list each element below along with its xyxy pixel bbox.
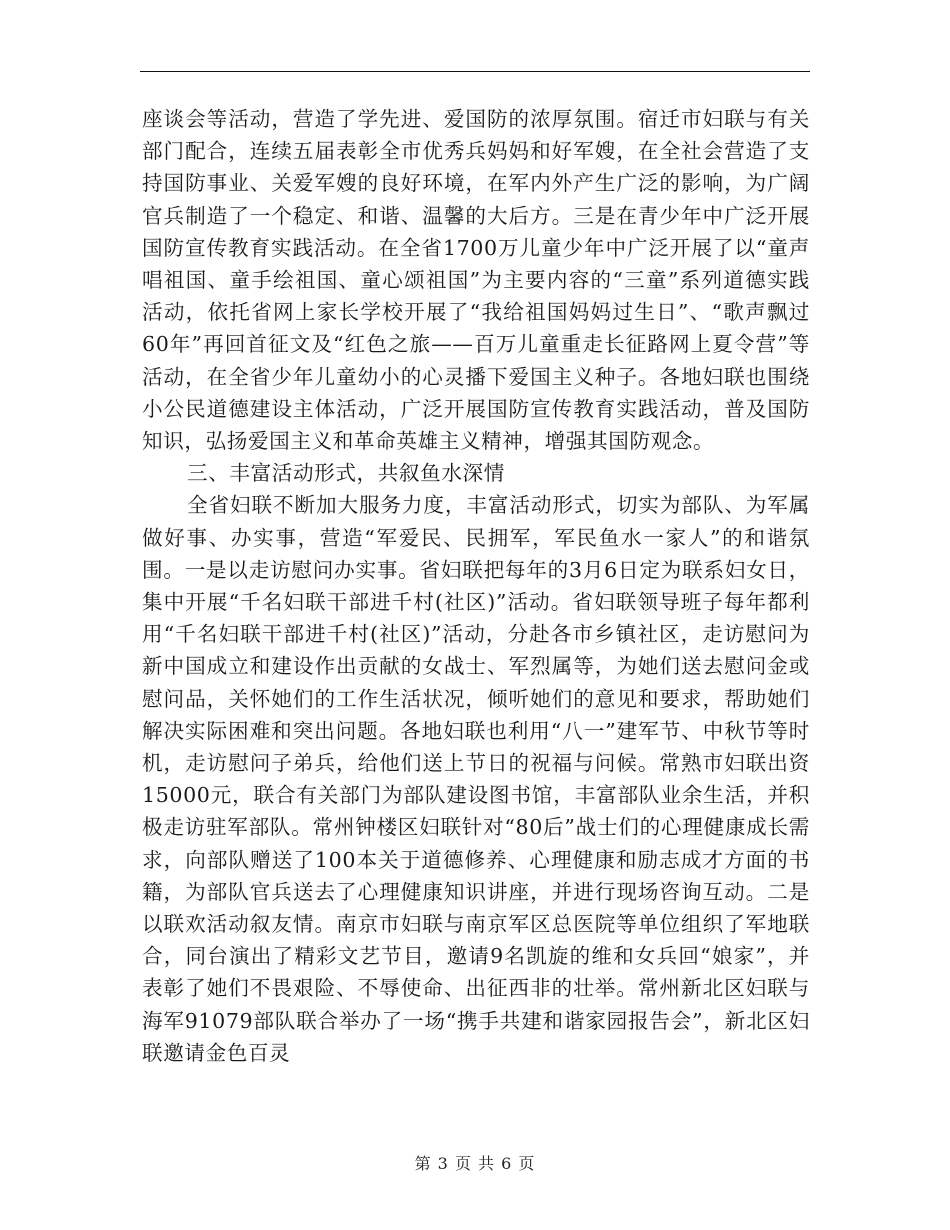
paragraph-section-three: 全省妇联不断加大服务力度，丰富活动形式，切实为部队、为军属做好事、办实事，营造“军爱民、民拥军，军民鱼水一家人”的和谐氛围。一是以走访慰问办实事。省妇联把每年的3月6日定为联系妇女日，集中开展“千名妇联干部进千村(社区)”活动。省妇联领导班子每年都利用“千名妇联干部进千村(社区)”活动，分赴各市乡镇社区，走访慰问为新中国成立和建设作出贡献的女战士、军烈属等，为她们送去慰问金或慰问品，关怀她们的工作生活状况，倾听她们的意见和要求，帮助她们解决实际困难和突出问题。各地妇联也利用“八一”建军节、中秋节等时机，走访慰问子弟兵，给他们送上节日的祝福与问候。常熟市妇联出资15000元，联合有关部门为部队建设图书馆，丰富部队业余生活，并积极走访驻军部队。常州钟楼区妇联针对“80后”战士们的心理健康成长需求，向部队赠送了100本关于道德修养、心理健康和励志成才方面的书籍，为部队官兵送去了心理健康知识讲座，并进行现场咨询互动。二是以联欢活动叙友情。南京市妇联与南京军区总医院等单位组织了军地联合，同台演出了精彩文艺节目，邀请9名凯旋的维和女兵回“娘家”，并表彰了她们不畏艰险、不辱使命、出征西非的壮举。常州新北区妇联与海军91079部队联合举办了一场“携手共建和谐家园报告会”，新北区妇联邀请金色百灵	[142, 493, 810, 1065]
section-heading: 三、丰富活动形式，共叙鱼水深情	[187, 461, 505, 486]
page-number: 第 3 页 共 6 页	[414, 1154, 536, 1173]
header-rule	[140, 71, 810, 72]
paragraph-continued: 座谈会等活动，营造了学先进、爱国防的浓厚氛围。宿迁市妇联与有关部门配合，连续五届表彰全市优秀兵妈妈和好军嫂，在全社会营造了支持国防事业、关爱军嫂的良好环境，在军内外产生广泛的影响，为广阔官兵制造了一个稳定、和谐、温馨的大后方。三是在青少年中广泛开展国防宣传教育实践活动。在全省1700万儿童少年中广泛开展了以“童声唱祖国、童手绘祖国、童心颂祖国”为主要内容的“三童”系列道德实践活动，依托省网上家长学校开展了“我给祖国妈妈过生日”、“歌声飘过60年”再回首征文及“红色之旅——百万儿童重走长征路网上夏令营”等活动，在全省少年儿童幼小的心灵播下爱国主义种子。各地妇联也围绕小公民道德建设主体活动，广泛开展国防宣传教育实践活动，普及国防知识，弘扬爱国主义和革命英雄主义精神，增强其国防观念。	[142, 107, 810, 454]
document-body	[142, 103, 810, 1069]
